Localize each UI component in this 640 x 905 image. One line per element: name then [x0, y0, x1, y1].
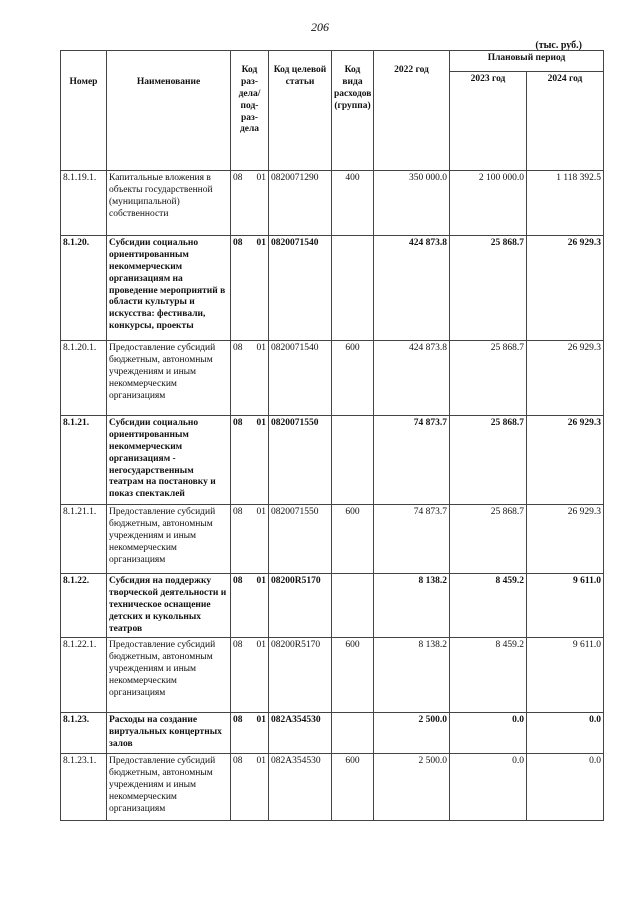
table-row	[61, 341, 604, 416]
row-section-code	[231, 171, 269, 236]
budget-table	[60, 50, 604, 821]
row-number: 8.1.23.	[61, 713, 107, 754]
row-number: 8.1.21.	[61, 416, 107, 505]
row-expense-code	[332, 713, 374, 754]
row-value-2023: 2 100 000.0	[450, 171, 527, 236]
row-number: 8.1.23.1.	[61, 754, 107, 821]
row-target-code: 08200R5170	[269, 638, 332, 713]
row-value-2024: 26 929.3	[527, 416, 604, 505]
table-row	[61, 574, 604, 638]
units-label: (тыс. руб.)	[535, 40, 582, 51]
row-expense-code: 600	[332, 341, 374, 416]
row-name: Предоставление субсидий бюджетным, автономным учреждениям и иным некоммерческим организациям	[107, 754, 231, 821]
row-value-2024: 26 929.3	[527, 236, 604, 341]
row-value-2022: 424 873.8	[374, 341, 450, 416]
row-value-2023: 25 868.7	[450, 236, 527, 341]
row-value-2023: 8 459.2	[450, 638, 527, 713]
table-row	[61, 638, 604, 713]
row-subsection: 01	[256, 343, 266, 353]
row-value-2023: 25 868.7	[450, 505, 527, 574]
row-expense-code: 600	[332, 505, 374, 574]
row-number: 8.1.19.1.	[61, 171, 107, 236]
row-name: Предоставление субсидий бюджетным, автономным учреждениям и иным некоммерческим организациям	[107, 505, 231, 574]
row-number: 8.1.22.	[61, 574, 107, 638]
row-value-2023: 25 868.7	[450, 416, 527, 505]
row-section: 08	[233, 418, 243, 428]
row-subsection: 01	[256, 173, 266, 183]
header-2024: 2024 год	[527, 72, 604, 171]
table-row	[61, 713, 604, 754]
row-expense-code: 600	[332, 638, 374, 713]
table-row	[61, 754, 604, 821]
header-2023: 2023 год	[450, 72, 527, 171]
header-2022: 2022 год	[374, 51, 450, 171]
row-value-2023: 25 868.7	[450, 341, 527, 416]
row-expense-code: 400	[332, 171, 374, 236]
row-value-2024: 9 611.0	[527, 574, 604, 638]
row-section: 08	[233, 343, 243, 353]
row-value-2023: 0.0	[450, 754, 527, 821]
row-section: 08	[233, 507, 243, 517]
row-value-2024: 26 929.3	[527, 341, 604, 416]
row-section-code	[231, 341, 269, 416]
row-name: Предоставление субсидий бюджетным, автономным учреждениям и иным некоммерческим организациям	[107, 638, 231, 713]
row-number: 8.1.22.1.	[61, 638, 107, 713]
row-number: 8.1.20.1.	[61, 341, 107, 416]
table-body	[61, 171, 604, 821]
row-target-code: 0820071550	[269, 416, 332, 505]
row-value-2024: 9 611.0	[527, 638, 604, 713]
row-target-code: 08200R5170	[269, 574, 332, 638]
row-subsection: 01	[256, 756, 266, 766]
row-value-2022: 350 000.0	[374, 171, 450, 236]
row-name: Расходы на создание виртуальных концертных залов	[107, 713, 231, 754]
row-section: 08	[233, 238, 243, 248]
header-name: Наименование	[107, 51, 231, 171]
row-section-code	[231, 416, 269, 505]
row-name: Субсидии социально ориентированным некоммерческим организациям - негосударственным театрам на постановку и показ спектаклей	[107, 416, 231, 505]
row-value-2024: 1 118 392.5	[527, 171, 604, 236]
row-section-code	[231, 505, 269, 574]
row-subsection: 01	[256, 640, 266, 651]
page-number: 206	[311, 20, 329, 34]
row-subsection: 01	[256, 238, 266, 248]
row-subsection: 01	[256, 418, 266, 428]
row-value-2024: 0.0	[527, 754, 604, 821]
row-section-code	[231, 574, 269, 638]
row-value-2022: 8 138.2	[374, 638, 450, 713]
row-expense-code: 600	[332, 754, 374, 821]
row-name: Капитальные вложения в объекты государственной (муниципальной) собственности	[107, 171, 231, 236]
row-number: 8.1.20.	[61, 236, 107, 341]
row-number: 8.1.21.1.	[61, 505, 107, 574]
header-target: Код целевой статьи	[269, 51, 332, 171]
row-target-code: 0820071290	[269, 171, 332, 236]
row-subsection: 01	[256, 507, 266, 517]
row-target-code: 0820071540	[269, 236, 332, 341]
header-plan-period: Плановый период	[450, 51, 604, 72]
table-row	[61, 171, 604, 236]
row-value-2024: 26 929.3	[527, 505, 604, 574]
row-name: Субсидии социально ориентированным некоммерческим организациям на проведение мероприятий в области культуры и искусства: фестивали, конкурсы, проекты	[107, 236, 231, 341]
row-value-2023: 8 459.2	[450, 574, 527, 638]
row-section-code	[231, 713, 269, 754]
row-section: 08	[233, 173, 243, 183]
row-target-code: 0820071550	[269, 505, 332, 574]
row-section-code	[231, 638, 269, 713]
row-section: 08	[233, 576, 243, 586]
row-target-code: 082A354530	[269, 713, 332, 754]
row-value-2022: 74 873.7	[374, 416, 450, 505]
row-value-2022: 8 138.2	[374, 574, 450, 638]
header-section: Код раз-дела/ под-раз-дела	[231, 51, 269, 171]
header-number: Номер	[61, 51, 107, 171]
row-subsection: 01	[256, 576, 266, 586]
row-value-2022: 2 500.0	[374, 713, 450, 754]
row-target-code: 082A354530	[269, 754, 332, 821]
row-expense-code	[332, 574, 374, 638]
row-value-2023: 0.0	[450, 713, 527, 754]
table-row	[61, 236, 604, 341]
header-expense: Код вида расходов (группа)	[332, 51, 374, 171]
row-subsection: 01	[256, 715, 266, 726]
row-section: 08	[233, 640, 243, 651]
table-row	[61, 505, 604, 574]
row-value-2022: 2 500.0	[374, 754, 450, 821]
row-name: Предоставление субсидий бюджетным, автономным учреждениям и иным некоммерческим организациям	[107, 341, 231, 416]
row-section: 08	[233, 715, 243, 726]
row-value-2024: 0.0	[527, 713, 604, 754]
row-section-code	[231, 236, 269, 341]
row-expense-code	[332, 236, 374, 341]
row-section: 08	[233, 756, 243, 766]
table-row	[61, 416, 604, 505]
row-expense-code	[332, 416, 374, 505]
row-value-2022: 424 873.8	[374, 236, 450, 341]
row-value-2022: 74 873.7	[374, 505, 450, 574]
row-section-code	[231, 754, 269, 821]
row-target-code: 0820071540	[269, 341, 332, 416]
row-name: Субсидия на поддержку творческой деятельности и техническое оснащение детских и кукольных театров	[107, 574, 231, 638]
